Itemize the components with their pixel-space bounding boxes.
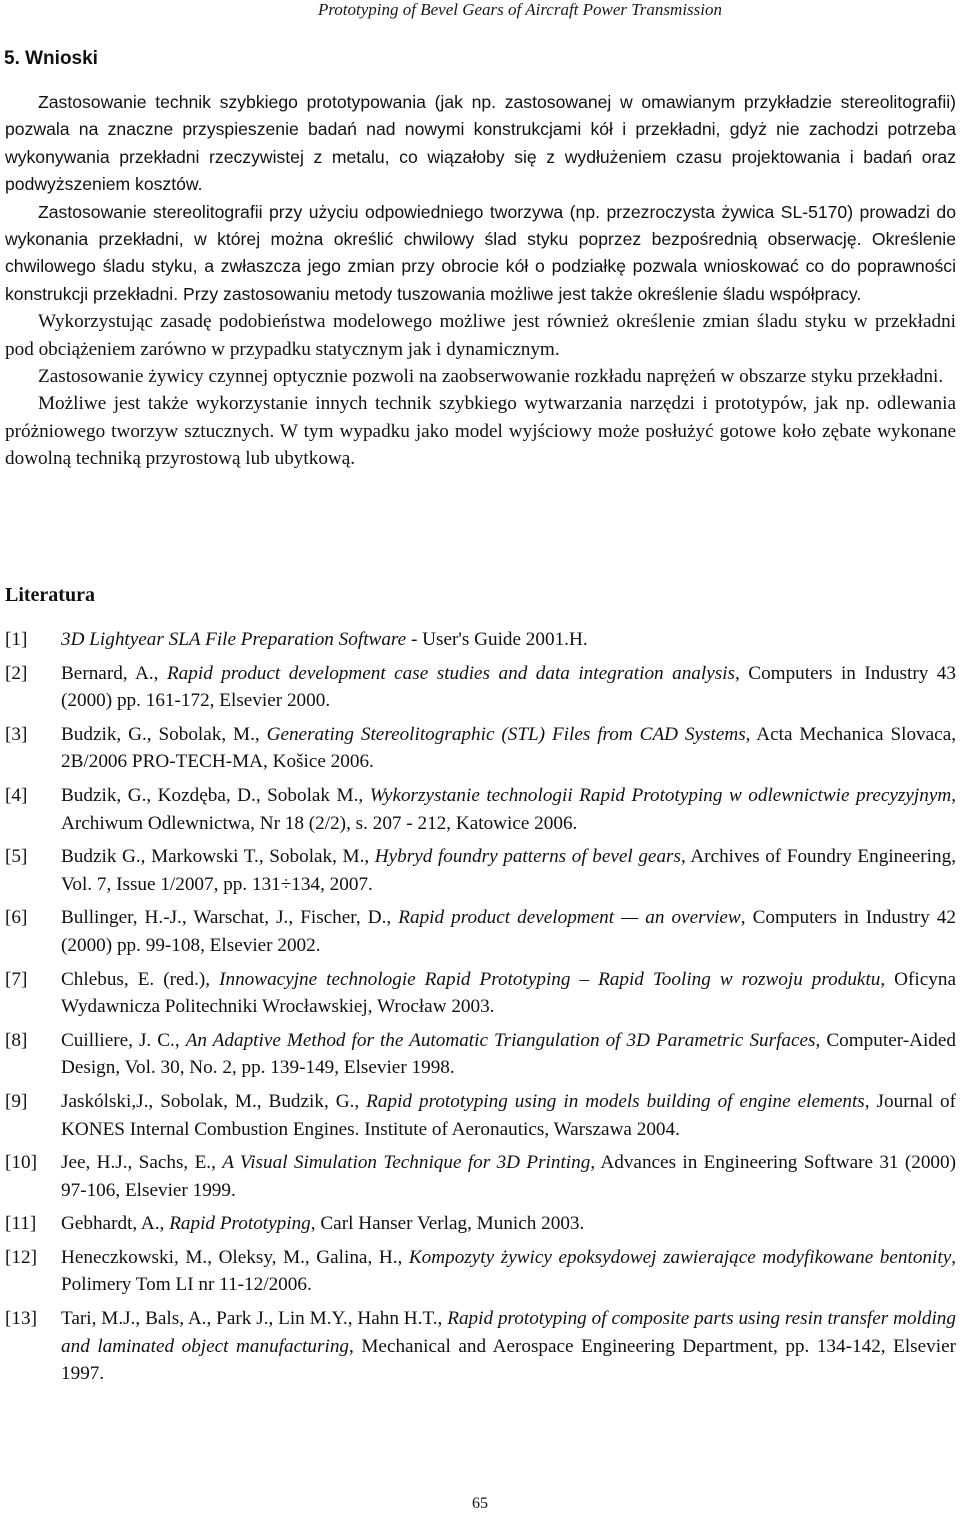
reference-authors: Budzik, G., Kozdęba, D., Sobolak M., xyxy=(61,784,370,806)
reference-number: [3] xyxy=(5,723,28,745)
reference-authors: Budzik, G., Sobolak, M., xyxy=(61,723,267,745)
reference-details: , Oficyna Wydawnicza Politechniki Wrocławskiej, Wrocław 2003. xyxy=(61,968,956,1018)
reference-title: Wykorzystanie technologii Rapid Prototyping w odlewnictwie precyzyjnym xyxy=(369,784,952,806)
reference-authors: Bullinger, H.-J., Warschat, J., Fischer, D., xyxy=(61,907,399,929)
reference-text xyxy=(61,660,956,715)
reference-authors: Chlebus, E. (red.), xyxy=(61,968,220,990)
reference-number: [2] xyxy=(5,662,28,684)
reference-title: Rapid prototyping of composite parts using resin transfer molding and laminated object manufacturing xyxy=(61,1308,956,1357)
reference-number: [6] xyxy=(5,907,28,929)
reference-details: , Computers in Industry 42 (2000) pp. 99-108, Elsevier 2002. xyxy=(61,907,956,956)
reference-item xyxy=(5,1027,956,1082)
paragraph-2: Zastosowanie stereolitografii przy użyciu odpowiedniego tworzywa (np. przezroczysta żywica SL-5170) prowadzi do wykonania przekładni, w której można określić chwilowy ślad styku poprzez bezpośrednią obserwację. Określenie chwilowego śladu styku, a zwłaszcza jego zmian przy obrocie kół o podziałkę pozwala wnioskować co do poprawności konstrukcji przekładni. Przy zastosowaniu metody tuszowania możliwe jest także określenie śladu współpracy. xyxy=(5,201,956,304)
page-number: 65 xyxy=(472,1495,488,1512)
reference-item xyxy=(5,843,956,898)
reference-text xyxy=(61,966,956,1021)
reference-details: - User's Guide 2001.H. xyxy=(406,629,588,650)
reference-authors: Jee, H.J., Sachs, E., xyxy=(61,1152,223,1174)
reference-title: Hybryd foundry patterns of bevel gears xyxy=(374,846,681,868)
reference-item xyxy=(5,1305,956,1388)
reference-details: , Mechanical and Aerospace Engineering Department, pp. 134-142, Elsevier 1997. xyxy=(61,1335,956,1385)
reference-authors: Heneczkowski, M., Oleksy, M., Galina, H., xyxy=(61,1246,409,1268)
reference-item xyxy=(5,721,956,776)
reference-number: [1] xyxy=(5,629,28,650)
reference-title: Innowacyjne technologie Rapid Prototyping – Rapid Tooling w rozwoju produktu xyxy=(219,968,881,990)
reference-details: , Archiwum Odlewnictwa, Nr 18 (2/2), s. 207 - 212, Katowice 2006. xyxy=(61,784,957,834)
reference-number: [8] xyxy=(5,1029,28,1051)
reference-item xyxy=(5,1244,956,1299)
reference-title: An Adaptive Method for the Automatic Triangulation of 3D Parametric Surfaces xyxy=(185,1029,816,1051)
reference-details: , Advances in Engineering Software 31 (2000) 97-106, Elsevier 1999. xyxy=(61,1152,956,1201)
paragraph-1: Zastosowanie technik szybkiego prototypowania (jak np. zastosowanej w omawianym przykładzie stereolitografii) pozwala na znaczne przyspieszenie badań nad nowymi konstrukcjami kół i przekładni, gdyż nie zachodzi potrzeba wykonywania przekładni rzeczywistej z metalu, co wiązałoby się z wydłużeniem czasu projektowania i badań oraz podwyższeniem kosztów. xyxy=(5,92,956,195)
reference-item xyxy=(5,660,956,715)
reference-number: [4] xyxy=(5,784,28,806)
reference-text xyxy=(61,1244,956,1299)
reference-number: [7] xyxy=(5,968,28,990)
reference-item xyxy=(5,782,956,837)
reference-text xyxy=(61,626,956,654)
section-title: 5. Wnioski xyxy=(4,48,98,69)
reference-details: , Journal of KONES Internal Combustion Engines. Institute of Aeronautics, Warszawa 2004. xyxy=(61,1090,956,1140)
reference-details: , Archives of Foundry Engineering, Vol. 7, Issue 1/2007, pp. 131÷134, 2007. xyxy=(61,846,956,895)
reference-text xyxy=(61,721,956,776)
reference-details: , Carl Hanser Verlag, Munich 2003. xyxy=(310,1213,585,1235)
reference-item xyxy=(5,904,956,959)
reference-item xyxy=(5,626,956,654)
reference-details: , Polimery Tom LI nr 11-12/2006. xyxy=(61,1246,957,1296)
reference-text xyxy=(61,1088,956,1143)
reference-text xyxy=(61,782,956,837)
reference-authors: Jaskólski,J., Sobolak, M., Budzik, G., xyxy=(61,1090,367,1112)
reference-authors: Cuilliere, J. C., xyxy=(61,1029,186,1051)
reference-text xyxy=(61,1149,956,1204)
reference-details: , Acta Mechanica Slovaca, 2B/2006 PRO-TECH-MA, Košice 2006. xyxy=(61,723,957,773)
reference-details: , Computer-Aided Design, Vol. 30, No. 2, pp. 139-149, Elsevier 1998. xyxy=(61,1029,956,1079)
reference-details: Computers in Industry 43 (2000) pp. 161-172, Elsevier 2000. xyxy=(61,662,956,712)
reference-authors: Gebhardt, A., xyxy=(61,1213,170,1235)
reference-text xyxy=(61,1027,956,1082)
conclusions-body xyxy=(5,89,956,473)
reference-title: Rapid prototyping using in models building of engine elements xyxy=(366,1090,865,1112)
literature-title: Literatura xyxy=(5,584,95,606)
reference-number: [5] xyxy=(5,846,28,868)
reference-authors: Tari, M.J., Bals, A., Park J., Lin M.Y., Hahn H.T., xyxy=(61,1308,448,1330)
running-header: Prototyping of Bevel Gears of Aircraft Power Transmission xyxy=(317,0,722,19)
reference-authors: Budzik G., Markowski T., Sobolak, M., xyxy=(61,846,375,868)
reference-title: Rapid product development — an overview xyxy=(398,907,741,929)
reference-title: Kompozyty żywicy epoksydowej zawierające modyfikowane bentonity xyxy=(408,1246,952,1268)
reference-text xyxy=(61,1210,956,1238)
reference-item xyxy=(5,1210,956,1238)
reference-item xyxy=(5,1088,956,1143)
reference-number: [13] xyxy=(5,1308,37,1330)
paragraph-3: Wykorzystując zasadę podobieństwa modelowego możliwe jest również określenie zmian śladu styku w przekładni pod obciążeniem zarówno w przypadku statycznym jak i dynamicznym. xyxy=(5,311,956,360)
reference-text xyxy=(61,843,956,898)
reference-item xyxy=(5,1149,956,1204)
reference-authors: Bernard, A., xyxy=(61,662,167,684)
reference-list xyxy=(5,626,956,1394)
reference-title: Rapid product development case studies and data integration analysis, xyxy=(166,662,740,684)
reference-number: [12] xyxy=(5,1246,37,1268)
reference-text xyxy=(61,904,956,959)
reference-title: Rapid Prototyping xyxy=(169,1213,311,1235)
reference-number: [11] xyxy=(5,1213,37,1235)
reference-text xyxy=(61,1305,956,1388)
reference-title: A Visual Simulation Technique for 3D Printing xyxy=(222,1152,591,1174)
reference-item xyxy=(5,966,956,1021)
reference-number: [10] xyxy=(5,1152,37,1174)
paragraph-4: Zastosowanie żywicy czynnej optycznie pozwoli na zaobserwowanie rozkładu naprężeń w obszarze styku przekładni. xyxy=(38,366,944,388)
paragraph-5: Możliwe jest także wykorzystanie innych technik szybkiego wytwarzania narzędzi i prototypów, jak np. odlewania próżniowego tworzyw sztucznych. W tym wypadku jako model wyjściowy może posłużyć gotowe koło zębate wykonane dowolną techniką przyrostową lub ubytkową. xyxy=(5,393,956,470)
reference-title: Generating Stereolitographic (STL) Files from CAD Systems xyxy=(266,723,746,745)
reference-number: [9] xyxy=(5,1090,28,1112)
reference-title: 3D Lightyear SLA File Preparation Software xyxy=(61,629,407,650)
